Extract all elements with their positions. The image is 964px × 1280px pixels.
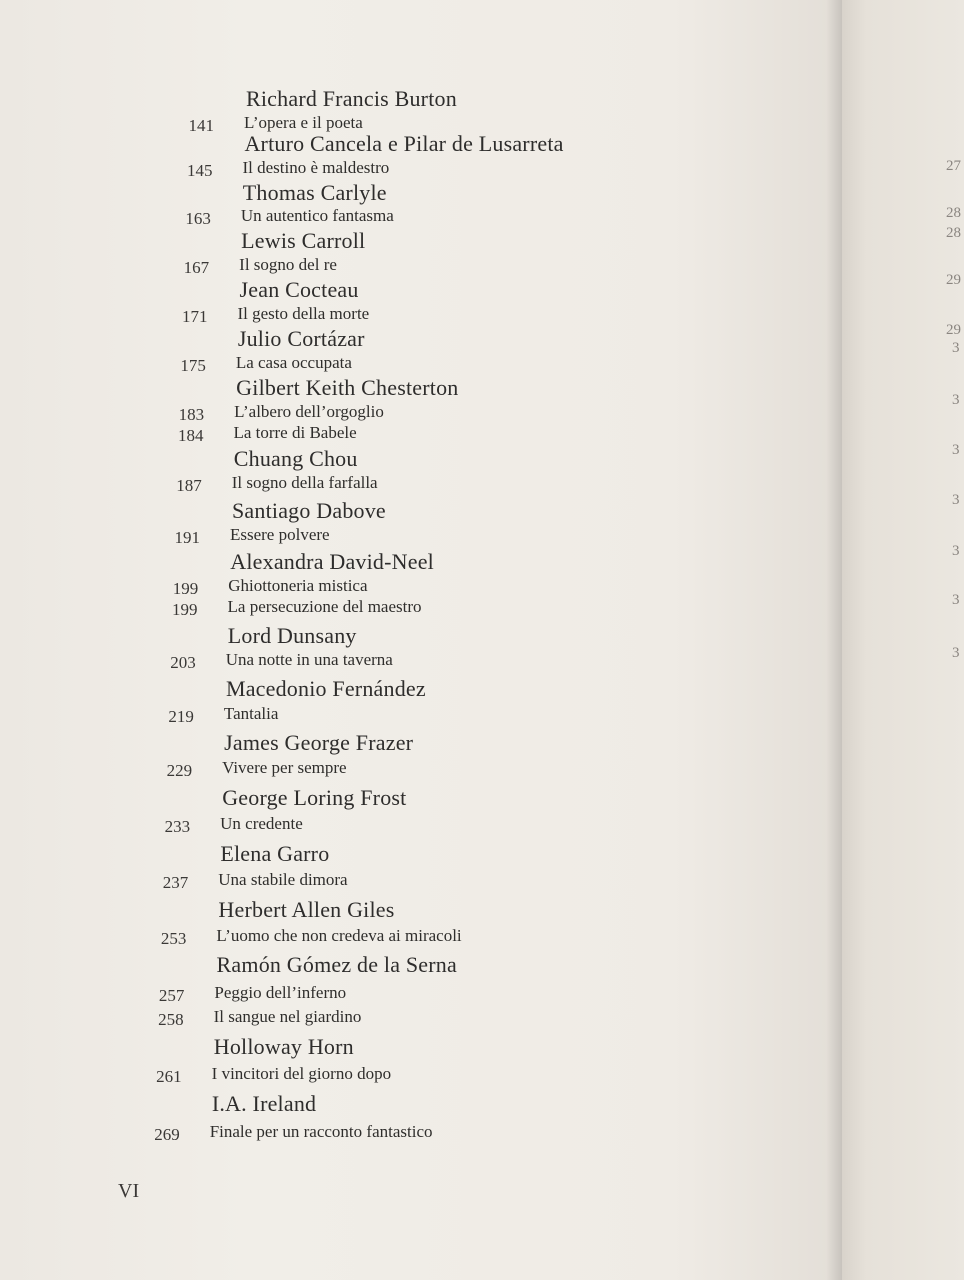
toc-author: Elena Garro xyxy=(220,841,330,866)
toc-author: Macedonio Fernández xyxy=(225,676,426,701)
toc-page-number: 175 xyxy=(180,356,206,375)
toc-author: Santiago Dabove xyxy=(231,498,386,523)
toc-page-number: 237 xyxy=(162,873,189,892)
adjacent-page-number: 28 xyxy=(946,205,961,221)
toc-author: I.A. Ireland xyxy=(211,1091,317,1116)
adjacent-page-number: 3 xyxy=(952,492,960,508)
toc-page-number: 258 xyxy=(158,1010,184,1029)
adjacent-page-number: 3 xyxy=(952,442,960,458)
toc-author: Thomas Carlyle xyxy=(242,180,387,205)
toc-author: Lord Dunsany xyxy=(227,623,357,648)
toc-story-title: Una stabile dimora xyxy=(218,870,348,889)
toc-page-number: 199 xyxy=(172,579,199,598)
adjacent-page-number: 3 xyxy=(952,340,960,356)
toc-story-title: Il sogno della farfalla xyxy=(231,473,378,492)
toc-author: Gilbert Keith Chesterton xyxy=(236,375,459,400)
toc-story-title: I vincitori del giorno dopo xyxy=(211,1064,392,1083)
toc-author: Chuang Chou xyxy=(233,446,358,471)
toc-page-number: 163 xyxy=(185,209,211,228)
toc-author: Ramón Gómez de la Serna xyxy=(216,952,457,977)
toc-story-title: Un autentico fantasma xyxy=(240,206,394,225)
toc-author: Herbert Allen Giles xyxy=(218,897,395,922)
toc-story-title: Tantalia xyxy=(223,704,279,723)
page-edge-shadow xyxy=(826,0,842,1280)
adjacent-page-number: 29 xyxy=(946,322,961,338)
toc-page-number: 187 xyxy=(176,476,202,495)
toc-page-number: 229 xyxy=(166,761,193,780)
toc-page-number: 219 xyxy=(168,707,194,726)
toc-story-title: Una notte in una taverna xyxy=(225,650,393,669)
toc-story-title: Il gesto della morte xyxy=(237,304,370,323)
toc-author: George Loring Frost xyxy=(222,785,407,810)
adjacent-page-number: 3 xyxy=(952,543,960,559)
toc-story-title: L’albero dell’orgoglio xyxy=(234,402,384,421)
adjacent-page-number: 27 xyxy=(946,158,961,174)
toc-page-number: 145 xyxy=(186,161,213,180)
toc-story-title: Essere polvere xyxy=(229,525,330,544)
toc-story-title: Il sogno del re xyxy=(239,255,337,274)
toc-author: Alexandra David-Neel xyxy=(230,549,434,574)
toc-story-title: L’opera e il poeta xyxy=(244,113,363,132)
adjacent-page xyxy=(842,0,964,1280)
toc-story-title: La casa occupata xyxy=(235,353,352,372)
toc-author: Lewis Carroll xyxy=(241,228,366,253)
toc-page-number: 269 xyxy=(154,1125,180,1144)
toc-author: Holloway Horn xyxy=(213,1034,354,1059)
toc-story-title: Peggio dell’inferno xyxy=(214,983,347,1002)
toc-page-number: 257 xyxy=(158,986,185,1005)
toc-page-number: 233 xyxy=(164,817,191,836)
toc-story-title: La persecuzione del maestro xyxy=(227,597,422,616)
toc-page-number: 199 xyxy=(172,600,198,619)
toc-page-number: 141 xyxy=(188,116,214,135)
toc-author: James George Frazer xyxy=(224,730,414,755)
adjacent-page-number: 28 xyxy=(946,225,961,241)
toc-story-title: Il sangue nel giardino xyxy=(213,1007,362,1026)
toc-page-number: 171 xyxy=(182,307,208,326)
toc-story-title: L’uomo che non credeva ai miracoli xyxy=(216,926,462,945)
toc-page-number: 167 xyxy=(183,258,210,277)
toc-page-number: 253 xyxy=(160,929,187,948)
toc-page-number: 191 xyxy=(174,528,200,547)
toc-story-title: Vivere per sempre xyxy=(222,758,347,777)
toc-story-title: La torre di Babele xyxy=(233,423,357,442)
adjacent-page-number: 29 xyxy=(946,272,961,288)
toc-author: Richard Francis Burton xyxy=(246,86,457,111)
toc-page-number: 261 xyxy=(156,1067,182,1086)
toc-story-title: Un credente xyxy=(220,814,303,833)
toc-story-title: Il destino è maldestro xyxy=(242,158,390,177)
toc-author: Julio Cortázar xyxy=(237,326,365,351)
toc-page-number: 203 xyxy=(170,653,196,672)
toc-author: Arturo Cancela e Pilar de Lusarreta xyxy=(244,131,564,156)
adjacent-page-number: 3 xyxy=(952,592,960,608)
toc-story-title: Ghiottoneria mistica xyxy=(228,576,368,595)
toc-author: Jean Cocteau xyxy=(239,277,359,302)
page-folio: VI xyxy=(118,1180,140,1202)
toc-page-number: 184 xyxy=(177,426,204,445)
toc-story-title: Finale per un racconto fantastico xyxy=(209,1122,433,1141)
adjacent-page-number: 3 xyxy=(952,645,960,661)
toc-page-number: 183 xyxy=(178,405,205,424)
adjacent-page-number: 3 xyxy=(952,392,960,408)
